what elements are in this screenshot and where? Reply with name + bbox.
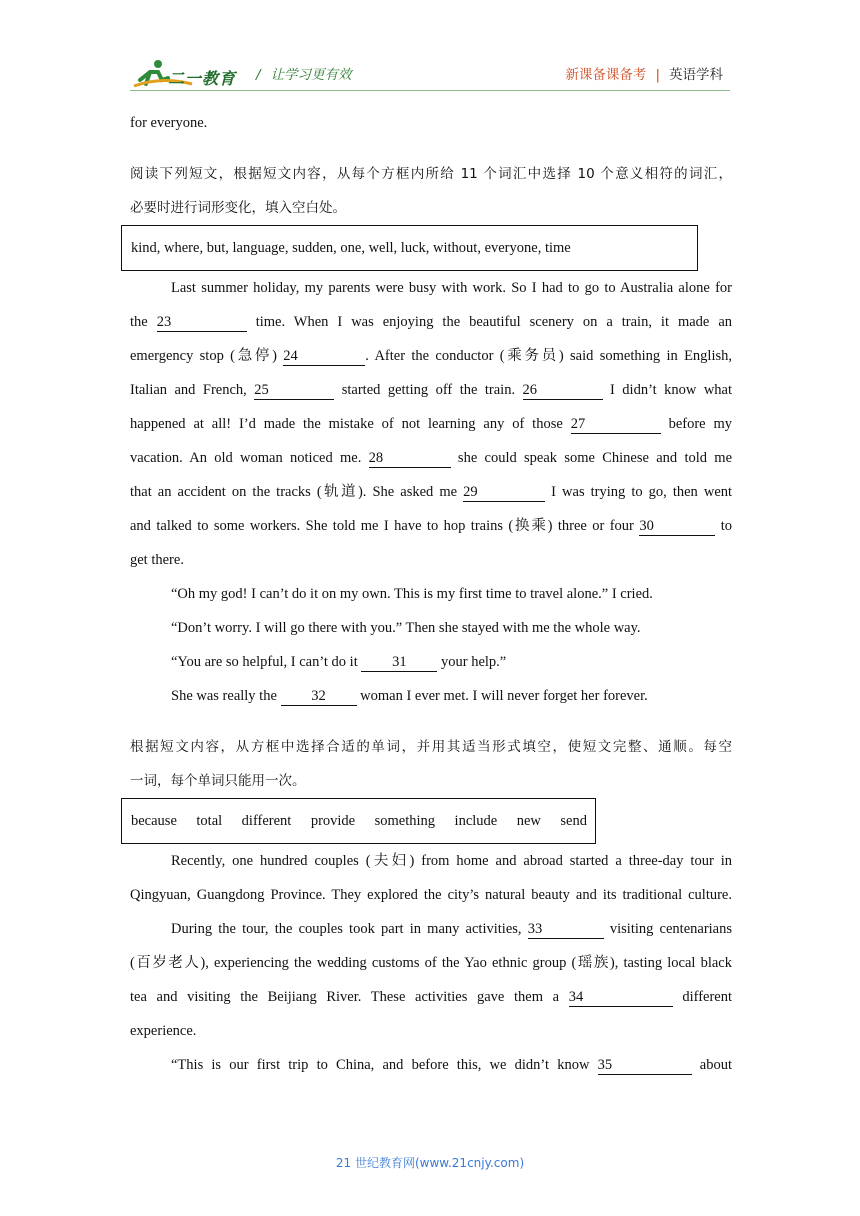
passage1-line: emergency stop (急停) 24 . After the conductor (乘务员) said something in English, xyxy=(130,348,733,364)
section2-instruction: 根据短文内容，从方框中选择合适的单词，并用其适当形式填空，使短文完整、通顺。每空 xyxy=(130,739,732,755)
passage1-line: get there. xyxy=(130,552,184,568)
top-fragment: for everyone. xyxy=(130,115,208,131)
blank-24[interactable]: 24 xyxy=(283,347,365,366)
blank-23[interactable]: 23 xyxy=(157,313,247,332)
document-body xyxy=(130,106,732,1082)
passage2-line: “This is our first trip to China, and before this, we didn’t know 35 about xyxy=(171,1057,733,1073)
blank-26[interactable]: 26 xyxy=(523,381,603,400)
passage1-line: that an accident on the tracks (轨道). She asked me 29 I was trying to go, then went xyxy=(130,484,733,500)
passage1-line: “Oh my god! I can’t do it on my own. This is my first time to travel alone.” I cried. xyxy=(171,586,653,602)
blank-35[interactable]: 35 xyxy=(598,1056,692,1075)
section1-instruction: 阅读下列短文，根据短文内容，从每个方框内所给 11 个词汇中选择 10 个意义相符的词汇， xyxy=(130,166,732,182)
blank-32[interactable]: 32 xyxy=(281,687,357,706)
blank-34[interactable]: 34 xyxy=(569,988,673,1007)
passage1-line: Italian and French, 25 started getting off the train. 26 I didn’t know what xyxy=(130,382,733,398)
passage1-line: vacation. An old woman noticed me. 28 she could speak some Chinese and told me xyxy=(130,450,733,466)
passage2-line: experience. xyxy=(130,1023,197,1039)
subject-label: 英语学科 xyxy=(669,67,723,83)
passage1-line: She was really the 32 woman I ever met. I will never forget her forever. xyxy=(171,688,648,704)
passage2-line: During the tour, the couples took part in many activities, 33 visiting centenarians xyxy=(171,921,733,937)
page-footer: 21 世纪教育网(www.21cnjy.com) xyxy=(335,1156,525,1170)
blank-30[interactable]: 30 xyxy=(639,517,715,536)
blank-31[interactable]: 31 xyxy=(361,653,437,672)
header-right xyxy=(565,63,723,83)
logo-text: 二一教育 xyxy=(168,71,237,88)
header-separator: | xyxy=(655,67,660,83)
section1-instruction-cont: 必要时进行词形变化，填入空白处。 xyxy=(130,200,346,216)
passage1-line: “You are so helpful, I can’t do it 31 your help.” xyxy=(171,654,507,670)
passage2-line: (百岁老人), experiencing the wedding customs of the Yao ethnic group (瑶族), tasting local black xyxy=(130,955,732,971)
passage2-line: Qingyuan, Guangdong Province. They explored the city’s natural beauty and its traditional culture. xyxy=(130,887,732,903)
passage1-line: the 23 time. When I was enjoying the beautiful scenery on a train, it made an xyxy=(130,314,733,330)
blank-29[interactable]: 29 xyxy=(463,483,545,502)
passage2-line: tea and visiting the Beijiang River. These activities gave them a 34 different xyxy=(130,989,733,1005)
word-box-1: kind, where, but, language, sudden, one, well, luck, without, everyone, time xyxy=(121,225,698,271)
passage2-line: Recently, one hundred couples (夫妇) from home and abroad started a three-day tour in xyxy=(171,853,732,869)
section2-instruction-cont: 一词，每个单词只能用一次。 xyxy=(130,773,306,789)
blank-33[interactable]: 33 xyxy=(528,920,604,939)
passage1-line: happened at all! I’d made the mistake of not learning any of those 27 before my xyxy=(130,416,733,432)
page-header xyxy=(0,0,860,96)
course-label: 新课备课备考 xyxy=(565,67,647,83)
passage1-line: “Don’t worry. I will go there with you.” Then she stayed with me the whole way. xyxy=(171,620,641,636)
passage1-line: Last summer holiday, my parents were busy with work. So I had to go to Australia alone for xyxy=(171,280,732,296)
blank-27[interactable]: 27 xyxy=(571,415,661,434)
passage1-line: and talked to some workers. She told me I have to hop trains (换乘) three or four 30 to xyxy=(130,518,733,534)
slogan: / 让学习更有效 xyxy=(256,67,352,83)
header-divider xyxy=(130,90,730,91)
word-box-2: because total different provide something include new send xyxy=(121,798,596,844)
blank-28[interactable]: 28 xyxy=(369,449,451,468)
blank-25[interactable]: 25 xyxy=(254,381,334,400)
slogan-text: 让学习更有效 xyxy=(270,67,352,83)
